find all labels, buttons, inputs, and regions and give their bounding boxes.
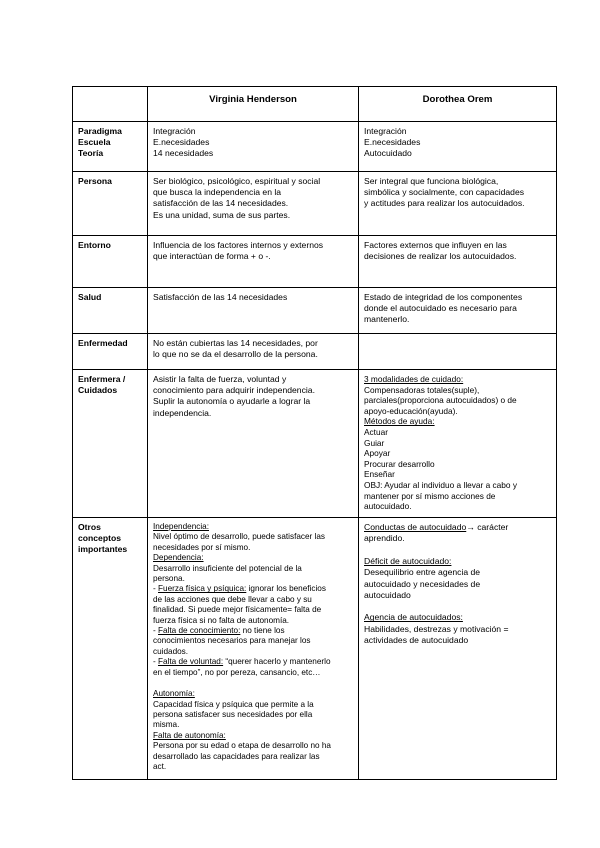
cell-line: misma. — [153, 720, 180, 730]
cell-line: finalidad. Si puede mejor físicamente= falta de — [153, 605, 322, 615]
cell-line: Ser biológico, psicológico, espiritual y social — [153, 176, 321, 186]
cell-line: Suplir la autonomía o ayudarle a lograr la — [153, 396, 311, 407]
cell-salud-henderson — [148, 288, 359, 334]
cell-line: simbólica y socialmente, con capacidades — [364, 187, 525, 198]
label-line: Teoría — [78, 148, 104, 159]
cell-line: necesidades por sí mismo. — [153, 542, 251, 552]
autonomia-heading: Autonomía: — [153, 689, 195, 699]
cell-text: ignorar los beneficios — [246, 584, 326, 594]
cell-line: Integración — [364, 126, 407, 136]
voluntad-line — [153, 657, 353, 667]
cell-entorno-orem — [359, 236, 557, 288]
cell-line: Factores externos que influyen en las — [364, 240, 507, 250]
cell-line: persona satisfacer sus necesidades por ella — [153, 709, 313, 719]
cell-line: Influencia de los factores internos y externos — [153, 240, 324, 250]
cell-text: → carácter — [466, 522, 509, 532]
cell-line: cuidados. — [153, 646, 189, 656]
dependencia-heading: Dependencia: — [153, 553, 204, 563]
conductas-line — [364, 522, 551, 533]
cell-paradigma-henderson — [148, 122, 359, 172]
cell-line: persona. — [153, 574, 185, 584]
fuerza-heading: Fuerza física y psíquica: — [158, 584, 247, 594]
cell-line: E.necesidades — [153, 137, 210, 148]
cell-line: Estado de integridad de los componentes — [364, 292, 523, 302]
row-label-entorno: Entorno — [73, 236, 148, 288]
header-blank-cell — [73, 87, 148, 122]
cell-salud-orem — [359, 288, 557, 334]
cell-line: No están cubiertas las 14 necesidades, por — [153, 338, 318, 348]
cell-line: que interactúan de forma + o -. — [153, 251, 271, 262]
cell-line: 14 necesidades — [153, 148, 214, 159]
cell-line: lo que no se da el desarrollo de la persona. — [153, 349, 318, 360]
row-salud — [73, 288, 557, 334]
cell-line: mantenerlo. — [364, 314, 410, 325]
cell-line: Actuar — [364, 426, 388, 437]
cell-line: aprendido. — [364, 533, 405, 544]
cell-entorno-henderson — [148, 236, 359, 288]
row-label-salud: Salud — [73, 288, 148, 334]
label-line: Enfermera / — [78, 374, 126, 384]
cell-line: Procurar desarrollo — [364, 458, 435, 469]
header-henderson: Virginia Henderson — [148, 87, 359, 122]
row-entorno — [73, 236, 557, 288]
cell-otros-henderson — [148, 518, 359, 780]
cell-line: Asistir la falta de fuerza, voluntad y — [153, 374, 287, 384]
label-line: Escuela — [78, 137, 111, 148]
cell-otros-orem — [359, 518, 557, 780]
metodos-heading: Métodos de ayuda: — [364, 416, 435, 427]
cell-line: parciales(proporciona autocuidados) o de — [364, 395, 517, 406]
fuerza-line — [153, 584, 353, 594]
cell-text: no tiene los — [240, 626, 285, 636]
cell-line: en el tiempo”, no por pereza, cansancio, etc… — [153, 667, 321, 677]
label-line: Otros — [78, 522, 101, 532]
cell-line: Ser integral que funciona biológica, — [364, 176, 499, 186]
cell-line: OBJ: Ayudar al individuo a llevar a cabo y — [364, 479, 517, 490]
cell-line: act. — [153, 761, 167, 771]
cell-line: Desequilibrio entre agencia de — [364, 567, 481, 578]
bullet-dash: - — [153, 657, 159, 667]
cell-line: Desarrollo insuficiente del potencial de la — [153, 563, 302, 573]
cell-line: Apoyar — [364, 448, 391, 459]
cell-line: Habilidades, destrezas y motivación = — [364, 623, 509, 634]
cell-line: Autocuidado — [364, 148, 412, 159]
deficit-heading: Déficit de autocuidado: — [364, 555, 452, 566]
agencia-heading: Agencia de autocuidados: — [364, 612, 463, 623]
cell-line: Satisfacción de las 14 necesidades — [153, 292, 288, 302]
cell-line: Integración — [153, 126, 196, 136]
cell-line: que busca la independencia en la — [153, 187, 282, 198]
modalidades-heading: 3 modalidades de cuidado: — [364, 374, 464, 384]
label-line: importantes — [78, 544, 128, 555]
cell-enfermera-orem — [359, 370, 557, 518]
cell-line: Persona por su edad o etapa de desarrollo no ha — [153, 741, 331, 751]
row-label-enfermera — [73, 370, 148, 518]
header-row — [73, 87, 557, 122]
row-persona — [73, 172, 557, 236]
cell-line: desarrollado las capacidades para realizar las — [153, 751, 320, 761]
independencia-heading: Independencia: — [153, 522, 209, 531]
row-label-paradigma — [73, 122, 148, 172]
spacer — [364, 545, 551, 556]
cell-line: conocimientos necesarios para manejar los — [153, 636, 311, 646]
cell-line: y actitudes para realizar los autocuidados. — [364, 198, 525, 209]
conductas-heading: Conductas de autocuidado — [364, 522, 467, 532]
row-label-enfermedad: Enfermedad — [73, 334, 148, 370]
cell-line: donde el autocuidado es necesario para — [364, 303, 517, 314]
conocimiento-heading: Falta de conocimiento: — [158, 626, 241, 636]
cell-line: autocuidado. — [364, 501, 412, 512]
cell-line: decisiones de realizar los autocuidados. — [364, 251, 517, 262]
cell-persona-orem — [359, 172, 557, 236]
cell-line: Capacidad física y psíquica que permite a la — [153, 699, 314, 709]
label-line: conceptos — [78, 533, 121, 544]
cell-line: apoyo-educación(ayuda). — [364, 405, 458, 416]
cell-line: fuerza física si no falta de autonomía. — [153, 615, 290, 625]
cell-line: Enseñar — [364, 469, 395, 480]
bullet-dash: - — [153, 584, 159, 594]
row-enfermedad — [73, 334, 557, 370]
row-label-persona: Persona — [73, 172, 148, 236]
row-paradigma — [73, 122, 557, 172]
cell-line: satisfacción de las 14 necesidades. — [153, 198, 289, 209]
cell-line: mantener por sí mismo acciones de — [364, 490, 496, 501]
cell-line: Es una unidad, suma de sus partes. — [153, 209, 291, 220]
cell-enfermera-henderson — [148, 370, 359, 518]
cell-line: Guiar — [364, 437, 385, 448]
label-line: Paradigma — [78, 126, 122, 136]
comparison-table — [72, 86, 557, 780]
cell-persona-henderson — [148, 172, 359, 236]
falta-autonomia-heading: Falta de autonomía: — [153, 730, 226, 740]
cell-text: “querer hacerlo y mantenerlo — [223, 657, 331, 667]
cell-line: E.necesidades — [364, 137, 421, 148]
cell-line: autocuidado — [364, 590, 411, 601]
bullet-dash: - — [153, 626, 159, 636]
cell-paradigma-orem — [359, 122, 557, 172]
cell-line: conocimiento para adquirir independencia. — [153, 385, 315, 396]
cell-line: Compensadoras totales(suple), — [364, 384, 480, 395]
cell-line: de las acciones que debe llevar a cabo y su — [153, 594, 312, 604]
cell-line: Nivel óptimo de desarrollo, puede satisfacer las — [153, 532, 326, 542]
cell-enfermedad-henderson — [148, 334, 359, 370]
spacer — [153, 678, 353, 689]
conocimiento-line — [153, 626, 353, 636]
cell-enfermedad-orem — [359, 334, 557, 370]
voluntad-heading: Falta de voluntad: — [158, 657, 224, 667]
cell-line: autocuidado y necesidades de — [364, 578, 481, 589]
spacer — [364, 601, 551, 612]
row-enfermera — [73, 370, 557, 518]
cell-line: independencia. — [153, 407, 212, 418]
row-label-otros — [73, 518, 148, 780]
label-line: Cuidados — [78, 385, 118, 396]
header-orem: Dorothea Orem — [359, 87, 557, 122]
cell-line: actividades de autocuidado — [364, 635, 469, 646]
row-otros — [73, 518, 557, 780]
